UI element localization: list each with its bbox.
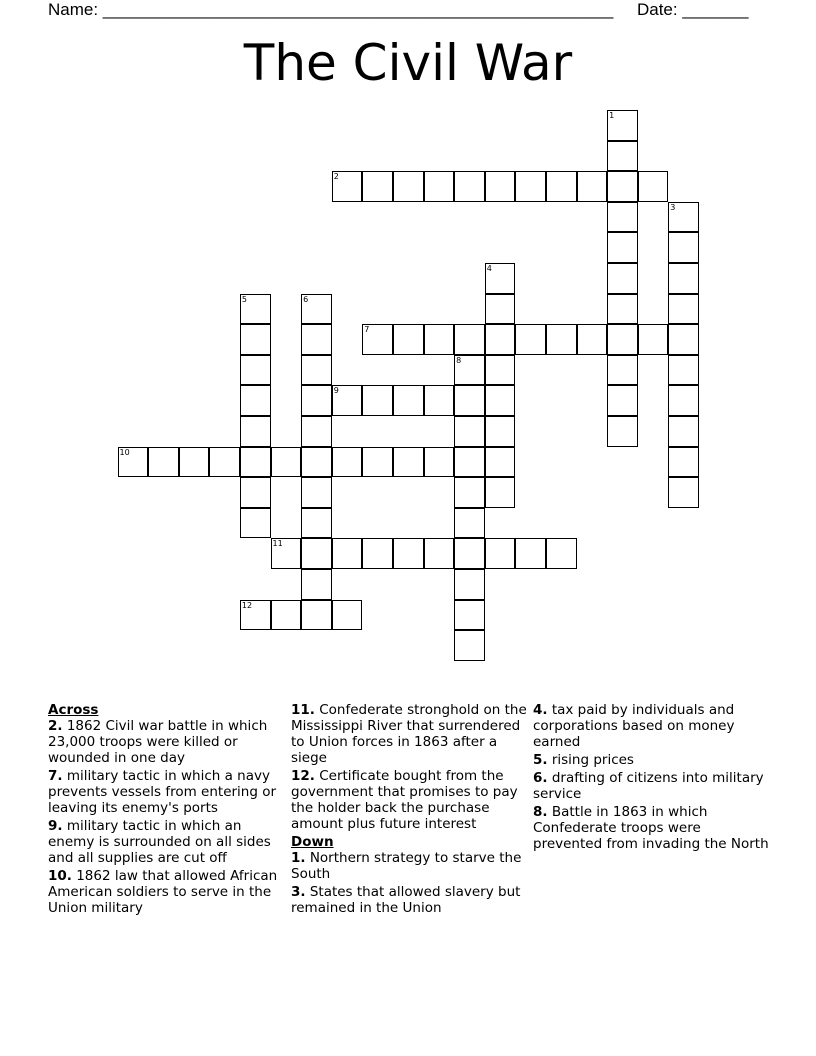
grid-cell[interactable]: [424, 385, 455, 416]
clue-across-11: 11. Confederate stronghold on the Mississippi River that surrendered to Union forces in 1863 after a siege: [291, 702, 527, 766]
grid-cell[interactable]: [485, 294, 516, 325]
grid-cell[interactable]: [240, 355, 271, 386]
clue-down-5: 5. rising prices: [533, 752, 634, 768]
grid-cell[interactable]: [362, 171, 393, 202]
grid-cell[interactable]: [668, 263, 699, 294]
grid-cell[interactable]: [485, 171, 516, 202]
grid-cell[interactable]: [332, 447, 363, 478]
grid-cell[interactable]: [454, 538, 485, 569]
clue-number: 6: [303, 294, 309, 304]
clues-column-2: [291, 702, 527, 918]
clue-number: 9: [333, 386, 339, 396]
grid-cell[interactable]: [240, 600, 271, 631]
grid-cell[interactable]: [454, 171, 485, 202]
grid-cell[interactable]: [577, 171, 608, 202]
grid-cell[interactable]: [362, 447, 393, 478]
grid-cell[interactable]: [668, 477, 699, 508]
grid-cell[interactable]: [393, 171, 424, 202]
clue-number: 10: [119, 447, 130, 457]
clue-number: 4: [486, 264, 492, 273]
grid-cell[interactable]: [668, 294, 699, 325]
grid-cell[interactable]: [454, 416, 485, 447]
grid-cell[interactable]: [424, 171, 455, 202]
grid-cell[interactable]: [393, 538, 424, 569]
grid-cell[interactable]: [454, 355, 485, 386]
clue-down-8: 8. Battle in 1863 in which Confederate troops were prevented from invading the North: [533, 804, 769, 852]
clue-across-7: 7. military tactic in which a navy prevents vessels from entering or leaving its enemy's ports: [48, 768, 277, 816]
grid-cell[interactable]: [301, 355, 332, 386]
grid-cell[interactable]: [240, 324, 271, 355]
grid-cell[interactable]: [638, 171, 669, 202]
grid-cell[interactable]: [546, 324, 577, 355]
down-heading: Down: [291, 834, 334, 850]
clue-across-9: 9. military tactic in which an enemy is surrounded on all sides and all supplies are cut off: [48, 818, 271, 866]
page-title: The Civil War: [243, 34, 573, 92]
grid-cell[interactable]: [301, 600, 332, 631]
clue-across-10: 10. 1862 law that allowed African American soldiers to serve in the Union military: [48, 868, 278, 916]
grid-cell[interactable]: [515, 538, 546, 569]
clue-number: 3: [670, 202, 676, 212]
grid-cell[interactable]: [240, 477, 271, 508]
grid-cell[interactable]: [454, 569, 485, 600]
grid-cell[interactable]: [485, 416, 516, 447]
grid-cell[interactable]: [607, 294, 638, 325]
grid-cell[interactable]: [607, 110, 638, 141]
grid-cell[interactable]: [240, 447, 271, 478]
grid-cell[interactable]: [454, 630, 485, 661]
grid-cell[interactable]: [362, 538, 393, 569]
clue-number: 7: [364, 325, 370, 335]
grid-cell[interactable]: [607, 355, 638, 386]
clue-number: 8: [456, 355, 462, 365]
grid-cell[interactable]: [332, 171, 363, 202]
grid-cell[interactable]: [240, 385, 271, 416]
clue-number: 12: [241, 600, 253, 610]
grid-cell[interactable]: [607, 385, 638, 416]
grid-cell[interactable]: [118, 447, 149, 478]
grid-cell[interactable]: [668, 355, 699, 386]
grid-cell[interactable]: [607, 141, 638, 172]
grid-cell[interactable]: [301, 416, 332, 447]
grid-cell[interactable]: [424, 447, 455, 478]
clue-number: 1: [609, 111, 615, 120]
grid-cell[interactable]: [546, 171, 577, 202]
grid-cell[interactable]: [607, 416, 638, 447]
grid-cell[interactable]: [332, 600, 363, 631]
grid-cell[interactable]: [301, 569, 332, 600]
grid-cell[interactable]: [301, 385, 332, 416]
grid-cell[interactable]: [607, 171, 638, 202]
clue-across-2: 2. 1862 Civil war battle in which 23,000 troops were killed or wounded in one day: [48, 718, 268, 766]
grid-cell[interactable]: [577, 324, 608, 355]
clues-column-3: [533, 702, 769, 854]
grid-cell[interactable]: [485, 447, 516, 478]
grid-cell[interactable]: [301, 294, 332, 325]
grid-cell[interactable]: [271, 447, 302, 478]
clue-down-4: 4. tax paid by individuals and corporations based on money earned: [533, 702, 735, 750]
grid-cell[interactable]: [668, 447, 699, 478]
grid-cell[interactable]: [485, 477, 516, 508]
grid-cell[interactable]: [332, 538, 363, 569]
grid-cell[interactable]: [454, 600, 485, 631]
grid-cell[interactable]: [515, 324, 546, 355]
grid-cell[interactable]: [301, 447, 332, 478]
grid-cell[interactable]: [454, 508, 485, 539]
grid-cell[interactable]: [638, 324, 669, 355]
grid-cell[interactable]: [209, 447, 240, 478]
grid-cell[interactable]: [362, 385, 393, 416]
grid-cell[interactable]: [454, 447, 485, 478]
grid-cell[interactable]: [485, 263, 516, 294]
grid-cell[interactable]: [271, 600, 302, 631]
clue-across-12: 12. Certificate bought from the government that promises to pay the holder back the purchase amount plus future interest: [291, 768, 518, 832]
grid-cell[interactable]: [301, 324, 332, 355]
grid-cell[interactable]: [607, 324, 638, 355]
clue-number: 5: [241, 294, 247, 304]
grid-cell[interactable]: [332, 385, 363, 416]
grid-cell[interactable]: [362, 324, 393, 355]
grid-cell[interactable]: [546, 538, 577, 569]
grid-cell[interactable]: [668, 324, 699, 355]
name-date-line: Name: ______________________________________________________ Date: _______: [48, 0, 749, 19]
grid-cell[interactable]: [454, 324, 485, 355]
clue-down-6: 6. drafting of citizens into military service: [533, 770, 764, 802]
across-heading: Across: [48, 702, 99, 718]
grid-cell[interactable]: [454, 477, 485, 508]
grid-cell[interactable]: [424, 538, 455, 569]
clue-down-3: 3. States that allowed slavery but remained in the Union: [291, 884, 521, 916]
grid-cell[interactable]: [668, 385, 699, 416]
clue-down-1: 1. Northern strategy to starve the South: [291, 850, 522, 882]
grid-cell[interactable]: [485, 324, 516, 355]
grid-cell[interactable]: [393, 385, 424, 416]
grid-cell[interactable]: [179, 447, 210, 478]
grid-cell[interactable]: [607, 232, 638, 263]
grid-cell[interactable]: [515, 171, 546, 202]
grid-cell[interactable]: [240, 294, 271, 325]
grid-cell[interactable]: [148, 447, 179, 478]
grid-cell[interactable]: [240, 416, 271, 447]
grid-cell[interactable]: [668, 232, 699, 263]
clue-number: 2: [333, 172, 339, 182]
grid-cell[interactable]: [668, 202, 699, 233]
grid-cell[interactable]: [485, 355, 516, 386]
grid-cell[interactable]: [485, 538, 516, 569]
grid-cell[interactable]: [668, 416, 699, 447]
grid-cell[interactable]: [393, 447, 424, 478]
grid-cell[interactable]: [301, 508, 332, 539]
grid-cell[interactable]: [485, 385, 516, 416]
grid-cell[interactable]: [301, 477, 332, 508]
clue-number: 11: [272, 539, 283, 549]
grid-cell[interactable]: [301, 538, 332, 569]
grid-cell[interactable]: [240, 508, 271, 539]
clues-column-1: [48, 702, 284, 918]
grid-cell[interactable]: [607, 263, 638, 294]
grid-cell[interactable]: [607, 202, 638, 233]
grid-cell[interactable]: [271, 538, 302, 569]
grid-cell[interactable]: [454, 385, 485, 416]
grid-cell[interactable]: [424, 324, 455, 355]
grid-cell[interactable]: [393, 324, 424, 355]
